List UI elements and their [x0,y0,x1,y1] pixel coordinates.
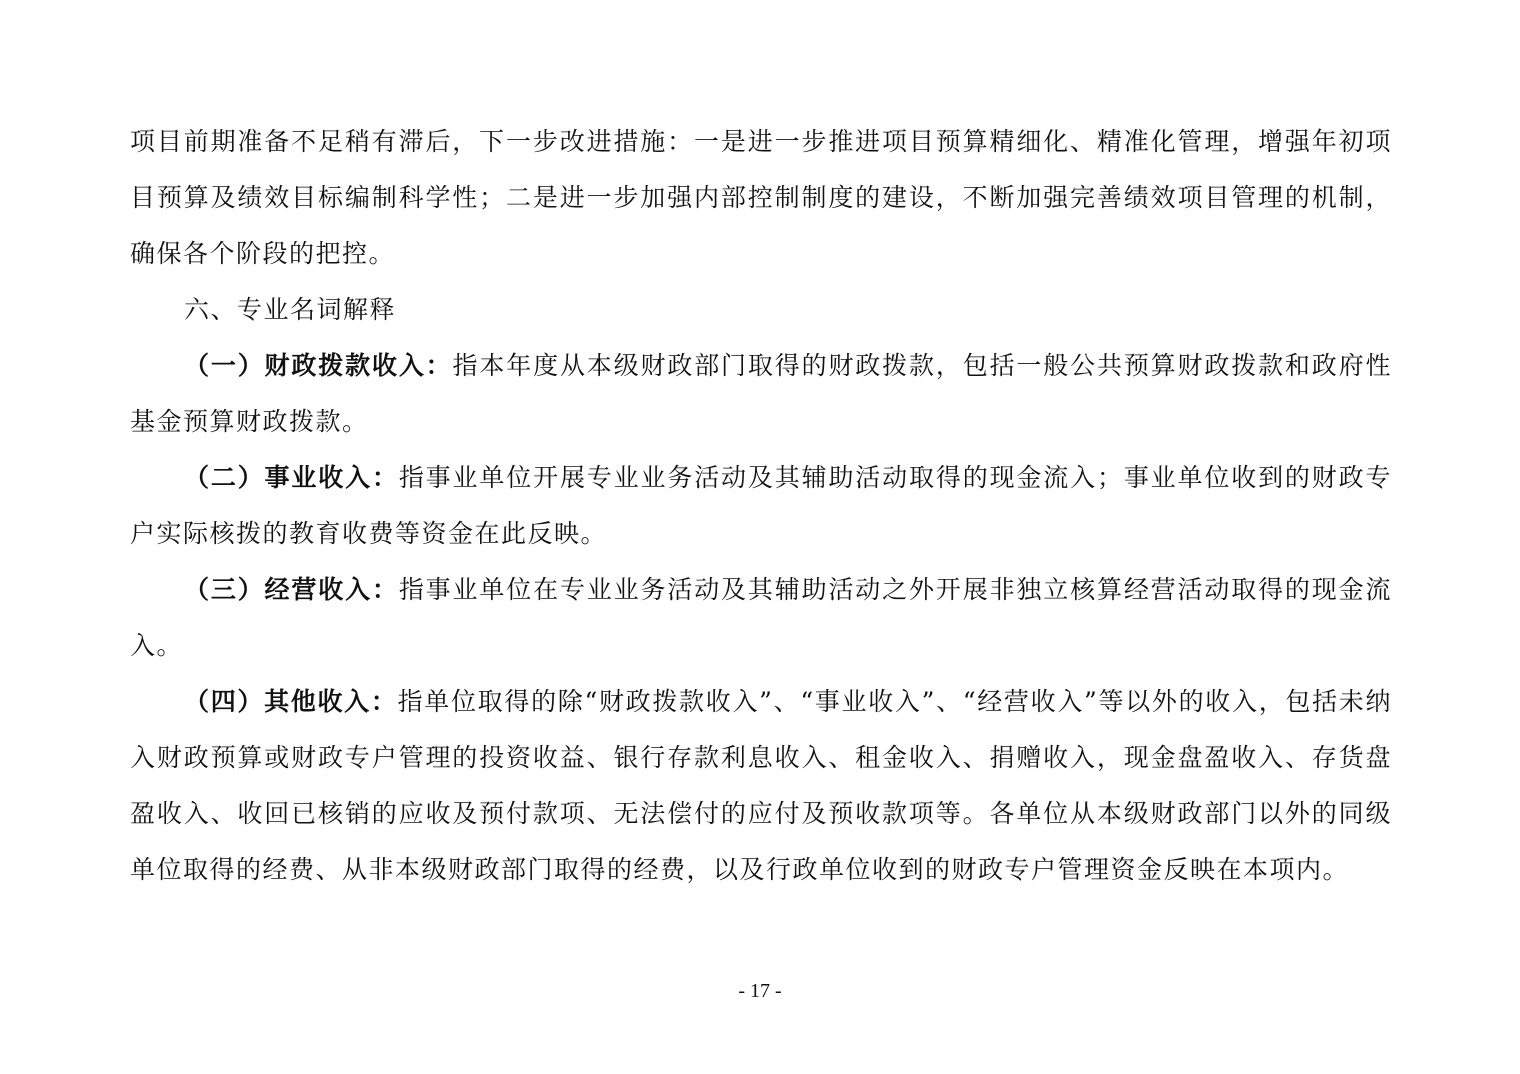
definition-item-1 [130,338,1392,450]
definition-text: 指事业单位在专业业务活动及其辅助活动之外开展非独立核算经营活动取得的现金流入。 [130,575,1392,660]
definition-term: （二）事业收入： [184,463,399,492]
definition-text: 指本年度从本级财政部门取得的财政拨款，包括一般公共预算财政拨款和政府性基金预算财政拨款。 [130,351,1392,436]
definition-term: （四）其他收入： [184,687,398,716]
definition-term: （三）经营收入： [184,575,399,604]
definition-item-4 [130,674,1392,898]
page-number: - 17 - [738,980,782,1002]
definition-item-2 [130,450,1392,562]
section-heading: 六、专业名词解释 [184,295,397,324]
intro-paragraph: 项目前期准备不足稍有滞后，下一步改进措施：一是进一步推进项目预算精细化、精准化管理，增强年初项目预算及绩效目标编制科学性；二是进一步加强内部控制制度的建设，不断加强完善绩效项目管理的机制，确保各个阶段的把控。 [130,127,1392,268]
definition-text: 指事业单位开展专业业务活动及其辅助活动取得的现金流入；事业单位收到的财政专户实际核拨的教育收费等资金在此反映。 [130,463,1392,548]
definition-item-3 [130,562,1392,674]
document-body [130,114,1392,898]
definition-term: （一）财政拨款收入： [184,351,453,380]
definition-text: 指单位取得的除“财政拨款收入”、“事业收入”、“经营收入”等以外的收入，包括未纳入财政预算或财政专户管理的投资收益、银行存款利息收入、租金收入、捐赠收入，现金盘盈收入、存货盘盈收入、收回已核销的应收及预付款项、无法偿付的应付及预收款项等。各单位从本级财政部门以外的同级单位取得的经费、从非本级财政部门取得的经费，以及行政单位收到的财政专户管理资金反映在本项内。 [130,687,1392,884]
